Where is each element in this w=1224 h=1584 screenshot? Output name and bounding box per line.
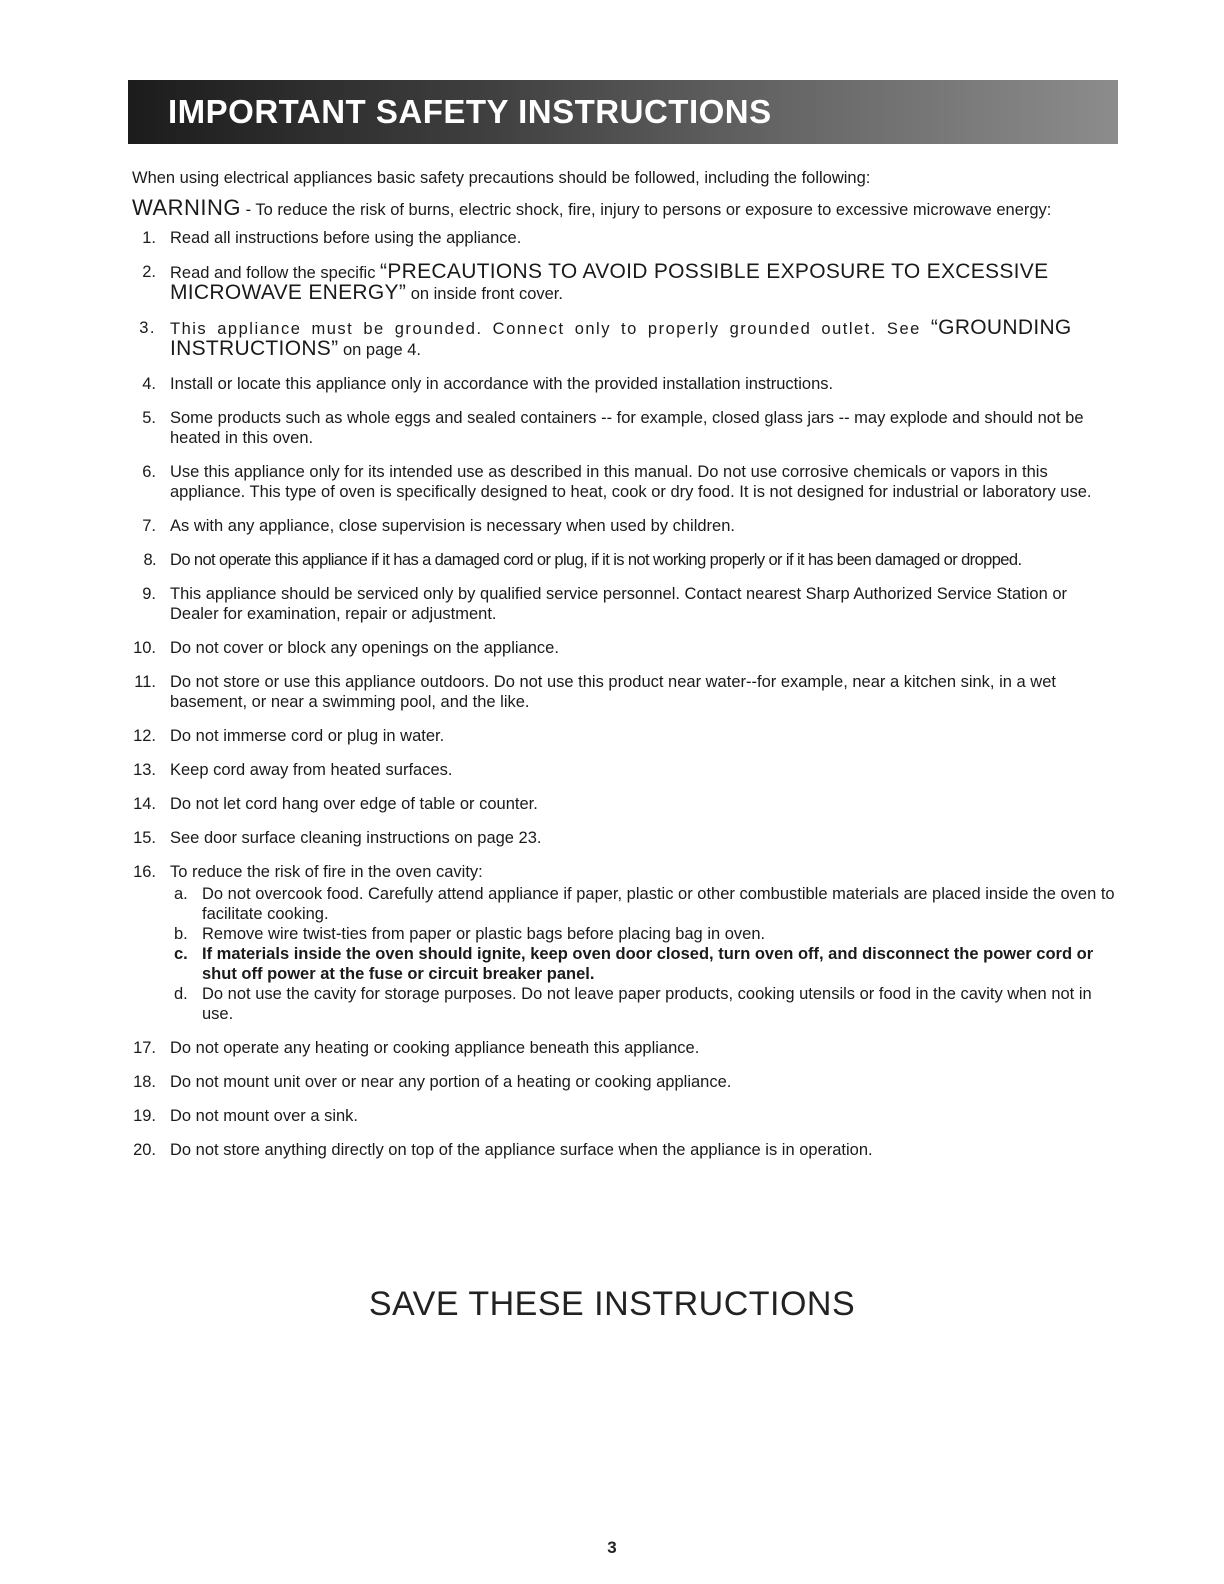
item-text: This appliance must be grounded. Connect only to properly grounded outlet. See — [170, 320, 931, 338]
list-item — [132, 828, 1118, 848]
item-text: Do not store anything directly on top of the appliance surface when the appliance is in operation. — [170, 1141, 873, 1159]
list-item — [132, 672, 1118, 712]
warning-text: - To reduce the risk of burns, electric shock, fire, injury to persons or exposure to excessive microwave energy: — [241, 201, 1052, 219]
item-text: Read and follow the specific — [170, 264, 381, 282]
item-number: 16. — [133, 863, 156, 881]
item-text: See door surface cleaning instructions on page 23. — [170, 829, 542, 847]
item-number: 5. — [142, 409, 156, 427]
item-number: 2. — [142, 263, 156, 281]
item-number: 15. — [133, 829, 156, 847]
item-text: on page 4. — [338, 341, 421, 359]
list-item — [132, 1072, 1118, 1092]
list-item — [132, 374, 1118, 394]
sub-item-text: Do not overcook food. Carefully attend appliance if paper, plastic or other combustible materials are placed inside the oven to facilitate cooking. — [202, 885, 1115, 923]
item-number: 3. — [139, 319, 156, 337]
list-item — [132, 318, 1118, 360]
item-emphasis: “GROUNDING INSTRUCTIONS” — [170, 316, 1072, 360]
list-item — [132, 228, 1118, 248]
item-text: Some products such as whole eggs and sealed containers -- for example, closed glass jars -- may explode and should not be heated in this oven. — [170, 409, 1084, 447]
list-item — [132, 794, 1118, 814]
sub-item-text: If materials inside the oven should ignite, keep oven door closed, turn oven off, and disconnect the power cord or shut off power at the fuse or circuit breaker panel. — [202, 945, 1094, 983]
sub-item-text: Remove wire twist-ties from paper or plastic bags before placing bag in oven. — [202, 925, 766, 943]
item-number: 1. — [142, 229, 156, 247]
item-text: As with any appliance, close supervision is necessary when used by children. — [170, 517, 735, 535]
item-text: To reduce the risk of fire in the oven cavity: — [170, 863, 483, 881]
sub-list-item — [170, 884, 1118, 924]
list-item — [132, 262, 1118, 304]
sub-list-item — [170, 984, 1118, 1024]
sub-item-letter: d. — [174, 985, 188, 1003]
save-instructions-heading: SAVE THESE INSTRUCTIONS — [368, 1285, 856, 1323]
list-item — [132, 584, 1118, 624]
sub-list — [170, 884, 1118, 1024]
instructions-body — [132, 168, 1118, 1174]
list-item — [132, 516, 1118, 536]
item-text: Do not let cord hang over edge of table or counter. — [170, 795, 538, 813]
list-item — [132, 462, 1118, 502]
item-text: This appliance should be serviced only by qualified service personnel. Contact nearest Sharp Authorized Service Station or Dealer for examination, repair or adjustment. — [170, 585, 1068, 623]
list-item — [132, 862, 1118, 1024]
item-number: 9. — [142, 585, 156, 603]
item-number: 6. — [142, 463, 156, 481]
warning-label: WARNING — [132, 195, 242, 220]
list-item — [132, 1106, 1118, 1126]
item-text: Use this appliance only for its intended use as described in this manual. Do not use corrosive chemicals or vapors in this appliance. This type of oven is specifically designed to heat, cook or dry food. It is not designed for industrial or laboratory use. — [170, 463, 1092, 501]
safety-list — [132, 228, 1118, 1160]
item-text: on inside front cover. — [406, 285, 563, 303]
list-item — [132, 1038, 1118, 1058]
item-number: 13. — [133, 761, 156, 779]
item-number: 18. — [133, 1073, 156, 1091]
item-text: Keep cord away from heated surfaces. — [170, 761, 453, 779]
item-text: Do not operate this appliance if it has a damaged cord or plug, if it is not working properly or if it has been damaged or dropped. — [170, 551, 1022, 569]
sub-item-letter: b. — [174, 925, 188, 943]
item-number: 20. — [133, 1141, 156, 1159]
sub-list-item — [170, 924, 1118, 944]
item-number: 10. — [133, 639, 156, 657]
list-item — [132, 1140, 1118, 1160]
item-number: 19. — [133, 1107, 156, 1125]
item-text: Do not immerse cord or plug in water. — [170, 727, 445, 745]
list-item — [132, 408, 1118, 448]
sub-item-letter: a. — [174, 885, 188, 903]
item-text: Install or locate this appliance only in accordance with the provided installation instructions. — [170, 375, 834, 393]
item-number: 7. — [142, 517, 156, 535]
item-text: Read all instructions before using the appliance. — [170, 229, 522, 247]
item-number: 14. — [133, 795, 156, 813]
sub-item-letter: c. — [174, 945, 188, 963]
item-text: Do not store or use this appliance outdoors. Do not use this product near water--for example, near a kitchen sink, in a wet basement, or near a swimming pool, and the like. — [170, 673, 1056, 711]
list-item — [132, 760, 1118, 780]
list-item — [132, 638, 1118, 658]
item-text: Do not mount over a sink. — [170, 1107, 359, 1125]
item-emphasis: “PRECAUTIONS TO AVOID POSSIBLE EXPOSURE TO EXCESSIVE MICROWAVE ENERGY” — [170, 260, 1049, 304]
warning-paragraph — [132, 195, 1118, 220]
list-item — [132, 726, 1118, 746]
item-number: 8. — [143, 551, 156, 569]
item-number: 17. — [133, 1039, 156, 1057]
item-text: Do not mount unit over or near any portion of a heating or cooking appliance. — [170, 1073, 732, 1091]
sub-item-text: Do not use the cavity for storage purposes. Do not leave paper products, cooking utensils or food in the cavity when not in use. — [202, 985, 1092, 1023]
page-number: 3 — [607, 1538, 617, 1557]
item-number: 12. — [133, 727, 156, 745]
intro-text: When using electrical appliances basic safety precautions should be followed, including the following: — [132, 169, 871, 187]
item-number: 11. — [134, 673, 156, 691]
item-text: Do not operate any heating or cooking appliance beneath this appliance. — [170, 1039, 700, 1057]
list-item — [132, 550, 1118, 570]
item-text: Do not cover or block any openings on the appliance. — [170, 639, 559, 657]
page-title: IMPORTANT SAFETY INSTRUCTIONS — [168, 93, 772, 130]
item-number: 4. — [142, 375, 156, 393]
title-banner — [128, 80, 1118, 144]
sub-list-item — [170, 944, 1118, 984]
